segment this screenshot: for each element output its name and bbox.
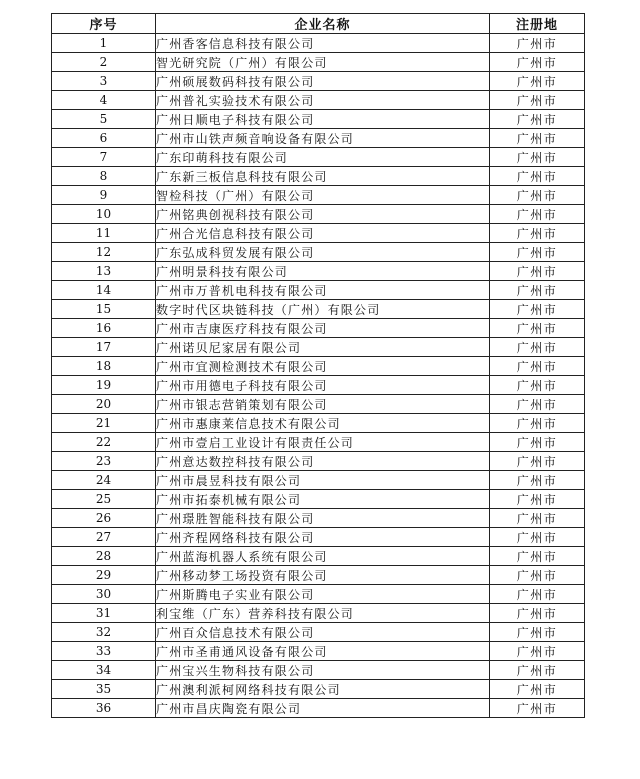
row-registered-place: 广州市 [490,110,585,129]
row-seq: 30 [52,585,156,604]
row-company-name: 广州日顺电子科技有限公司 [156,110,490,129]
row-company-name: 广州市山铁声频音响设备有限公司 [156,129,490,148]
row-company-name: 广州百众信息技术有限公司 [156,623,490,642]
row-company-name: 广东新三板信息科技有限公司 [156,167,490,186]
row-company-name: 广州市昌庆陶瓷有限公司 [156,699,490,718]
row-seq: 19 [52,376,156,395]
row-registered-place: 广州市 [490,585,585,604]
table-row [52,395,585,414]
row-registered-place: 广州市 [490,414,585,433]
row-registered-place: 广州市 [490,91,585,110]
row-company-name: 广东印萌科技有限公司 [156,148,490,167]
table-row [52,186,585,205]
row-seq: 28 [52,547,156,566]
row-company-name: 广州市晨昱科技有限公司 [156,471,490,490]
table-row [52,490,585,509]
row-seq: 25 [52,490,156,509]
table-row [52,34,585,53]
row-company-name: 广州香客信息科技有限公司 [156,34,490,53]
table-row [52,509,585,528]
row-seq: 9 [52,186,156,205]
row-seq: 33 [52,642,156,661]
table-row [52,547,585,566]
table-row [52,91,585,110]
table-row [52,300,585,319]
row-registered-place: 广州市 [490,34,585,53]
row-seq: 35 [52,680,156,699]
row-registered-place: 广州市 [490,224,585,243]
table-row [52,243,585,262]
row-company-name: 广州璟胜智能科技有限公司 [156,509,490,528]
header-company-name: 企业名称 [156,14,490,34]
table-row [52,53,585,72]
row-registered-place: 广州市 [490,566,585,585]
row-registered-place: 广州市 [490,53,585,72]
row-registered-place: 广州市 [490,300,585,319]
header-row [52,14,585,34]
row-company-name: 利宝维（广东）营养科技有限公司 [156,604,490,623]
table-row [52,699,585,718]
row-company-name: 数字时代区块链科技（广州）有限公司 [156,300,490,319]
row-seq: 8 [52,167,156,186]
table-row [52,72,585,91]
row-company-name: 广州宝兴生物科技有限公司 [156,661,490,680]
row-company-name: 广州齐程网络科技有限公司 [156,528,490,547]
header-seq: 序号 [52,14,156,34]
row-registered-place: 广州市 [490,661,585,680]
table-row [52,110,585,129]
row-registered-place: 广州市 [490,490,585,509]
row-registered-place: 广州市 [490,604,585,623]
row-seq: 36 [52,699,156,718]
row-company-name: 广州明景科技有限公司 [156,262,490,281]
table-row [52,623,585,642]
row-seq: 31 [52,604,156,623]
row-seq: 21 [52,414,156,433]
row-registered-place: 广州市 [490,148,585,167]
row-company-name: 广州市惠康莱信息技术有限公司 [156,414,490,433]
row-company-name: 广州普礼实验技术有限公司 [156,91,490,110]
row-registered-place: 广州市 [490,281,585,300]
table-row [52,471,585,490]
row-seq: 2 [52,53,156,72]
table-row [52,224,585,243]
table-row [52,661,585,680]
table-row [52,585,585,604]
row-seq: 16 [52,319,156,338]
table-row [52,433,585,452]
row-registered-place: 广州市 [490,547,585,566]
row-seq: 4 [52,91,156,110]
row-registered-place: 广州市 [490,528,585,547]
row-company-name: 广州澳利派柯网络科技有限公司 [156,680,490,699]
table-row [52,281,585,300]
table-row [52,452,585,471]
row-registered-place: 广州市 [490,205,585,224]
row-company-name: 智光研究院（广州）有限公司 [156,53,490,72]
row-registered-place: 广州市 [490,167,585,186]
table-row [52,680,585,699]
row-registered-place: 广州市 [490,680,585,699]
row-company-name: 广州市宜测检测技术有限公司 [156,357,490,376]
row-registered-place: 广州市 [490,642,585,661]
row-company-name: 广州市用德电子科技有限公司 [156,376,490,395]
row-company-name: 广州市拓泰机械有限公司 [156,490,490,509]
row-seq: 15 [52,300,156,319]
table-row [52,167,585,186]
row-registered-place: 广州市 [490,186,585,205]
header-registered-place: 注册地 [490,14,585,34]
row-company-name: 广州合光信息科技有限公司 [156,224,490,243]
row-seq: 23 [52,452,156,471]
row-registered-place: 广州市 [490,433,585,452]
row-company-name: 广州市万普机电科技有限公司 [156,281,490,300]
row-seq: 17 [52,338,156,357]
row-registered-place: 广州市 [490,699,585,718]
row-seq: 7 [52,148,156,167]
table-row [52,148,585,167]
row-seq: 10 [52,205,156,224]
row-seq: 11 [52,224,156,243]
table-row [52,528,585,547]
row-registered-place: 广州市 [490,129,585,148]
row-seq: 13 [52,262,156,281]
row-seq: 24 [52,471,156,490]
row-registered-place: 广州市 [490,338,585,357]
row-registered-place: 广州市 [490,509,585,528]
row-registered-place: 广州市 [490,357,585,376]
table-row [52,205,585,224]
row-seq: 12 [52,243,156,262]
table-row [52,262,585,281]
table-row [52,319,585,338]
row-seq: 27 [52,528,156,547]
table-row [52,129,585,148]
row-company-name: 广州斯腾电子实业有限公司 [156,585,490,604]
row-seq: 22 [52,433,156,452]
row-registered-place: 广州市 [490,395,585,414]
row-registered-place: 广州市 [490,471,585,490]
row-company-name: 广州市吉康医疗科技有限公司 [156,319,490,338]
row-seq: 32 [52,623,156,642]
row-company-name: 广州意达数控科技有限公司 [156,452,490,471]
row-registered-place: 广州市 [490,319,585,338]
row-company-name: 广州蓝海机器人系统有限公司 [156,547,490,566]
row-company-name: 广州市圣甫通风设备有限公司 [156,642,490,661]
table-row [52,566,585,585]
company-table [51,13,585,718]
row-seq: 29 [52,566,156,585]
row-company-name: 广东弘成科贸发展有限公司 [156,243,490,262]
row-seq: 3 [52,72,156,91]
row-seq: 1 [52,34,156,53]
row-registered-place: 广州市 [490,623,585,642]
table-row [52,357,585,376]
row-company-name: 广州诺贝尼家居有限公司 [156,338,490,357]
row-seq: 14 [52,281,156,300]
table-row [52,604,585,623]
row-registered-place: 广州市 [490,72,585,91]
row-seq: 26 [52,509,156,528]
row-company-name: 广州硕展数码科技有限公司 [156,72,490,91]
row-registered-place: 广州市 [490,376,585,395]
table-header [52,14,585,34]
row-registered-place: 广州市 [490,243,585,262]
row-seq: 18 [52,357,156,376]
table-row [52,376,585,395]
row-seq: 6 [52,129,156,148]
row-seq: 34 [52,661,156,680]
table-row [52,642,585,661]
row-seq: 20 [52,395,156,414]
table-row [52,414,585,433]
row-registered-place: 广州市 [490,262,585,281]
table-row [52,338,585,357]
row-seq: 5 [52,110,156,129]
row-company-name: 广州市壹启工业设计有限责任公司 [156,433,490,452]
row-company-name: 智检科技（广州）有限公司 [156,186,490,205]
table-body [52,34,585,718]
row-company-name: 广州移动梦工场投资有限公司 [156,566,490,585]
row-company-name: 广州铭典创视科技有限公司 [156,205,490,224]
row-registered-place: 广州市 [490,452,585,471]
row-company-name: 广州市银志营销策划有限公司 [156,395,490,414]
